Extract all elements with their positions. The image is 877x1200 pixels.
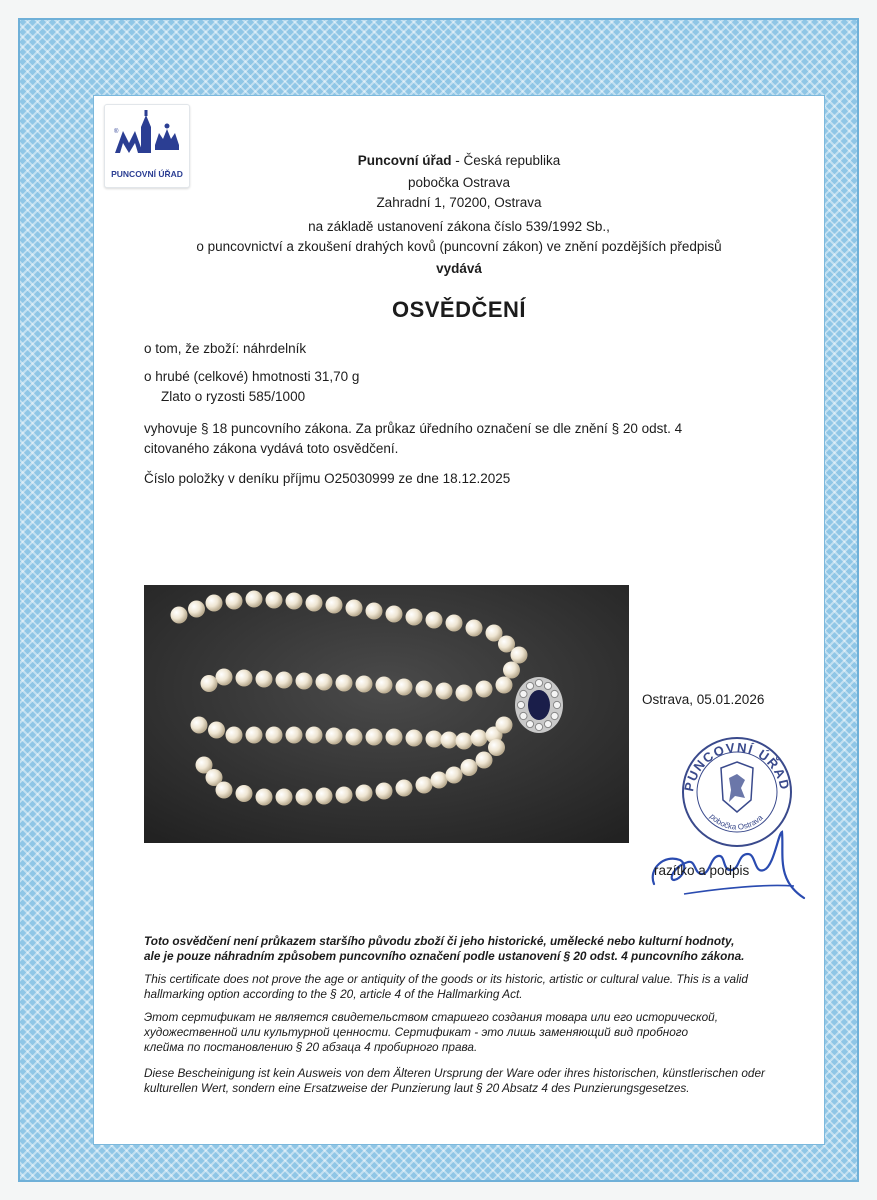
office-country: - Česká republika [451,153,561,168]
stamp-text: PUNCOVNÍ ÚŘAD [681,739,793,793]
disclaimer-en-line-2: hallmarking option according to the § 20, article 4 of the Hallmarking Act. [144,987,523,1001]
pearl [446,767,463,784]
gold-fineness-line: Zlato o ryzosti 585/1000 [161,389,306,404]
pearl [441,732,458,749]
stamp-subtext: pobočka Ostrava [707,811,765,832]
signature-label: razítko a podpis [654,863,750,878]
pearl [511,647,528,664]
pearl [306,727,323,744]
clasp-diamond [544,682,551,689]
disclaimer-ru-line-3: клейма по постановлению § 20 абзаца 4 пробирного права. [144,1040,478,1054]
pearl [206,595,223,612]
pearl [456,733,473,750]
pearl [366,603,383,620]
pearl [406,609,423,626]
pearl [236,670,253,687]
disclaimer-ru-line-1: Этот сертификат не является свидетельством старшего создания товара или его исторической, [144,1010,718,1024]
pearl [216,669,233,686]
office-name: Puncovní úřad [357,153,452,168]
disclaimer-cz-line-2: ale je pouze náhradním způsobem puncovního označení podle ustanovení § 20 odst. 4 puncovního zákona. [144,949,745,963]
clasp-diamond [520,712,527,719]
issues-label: vydává [436,261,482,276]
pearl-necklace-photo [144,585,629,843]
pearl [316,674,333,691]
pearl [396,780,413,797]
compliance-line-1: vyhovuje § 18 puncovního zákona. Za průkaz úředního označení se dle znění § 20 odst. 4 [144,421,683,436]
pearl [191,717,208,734]
pearl [286,727,303,744]
pearl [276,789,293,806]
pearl [256,789,273,806]
pearl [216,782,233,799]
pearl [386,729,403,746]
pearl [266,727,283,744]
pearl [226,593,243,610]
pearl [471,730,488,747]
branch: pobočka Ostrava [407,175,511,190]
pearl [346,729,363,746]
pearl [396,679,413,696]
certificate-paper [94,96,824,1144]
pearl [456,685,473,702]
pearl [376,677,393,694]
pearl [461,759,478,776]
disclaimer-czech [144,934,794,964]
pearl [436,683,453,700]
logo-label: PUNCOVNÍ ÚŘAD [111,169,183,179]
clasp-diamond [520,690,527,697]
pearl [406,730,423,747]
place-date: Ostrava, 05.01.2026 [642,692,765,707]
pearl [356,785,373,802]
pearl [386,606,403,623]
pearl [326,597,343,614]
pearl [246,727,263,744]
pearl [201,675,218,692]
pearl [488,739,505,756]
clasp-diamond [544,720,551,727]
svg-text:®: ® [114,129,119,135]
decorative-guilloche-border [18,18,859,1182]
disclaimer-de-line-1: Diese Bescheinigung ist kein Ausweis von dem Älteren Ursprung der Ware oder ihres historischen, künstlerischen oder [144,1066,765,1080]
pearl [496,677,513,694]
pearl [188,601,205,618]
pearl [366,729,383,746]
pearl [236,785,253,802]
pearl [496,717,513,734]
pearl [446,615,463,632]
pearl [426,612,443,629]
signature-icon [644,811,824,904]
legal-line-1: na základě ustanovení zákona číslo 539/1992 Sb., [308,219,610,234]
address: Zahradní 1, 70200, Ostrava [376,195,542,210]
clasp-diamond [553,701,560,708]
pearl [356,676,373,693]
clasp-diamond [526,682,533,689]
pearl [208,722,225,739]
pearl [256,671,273,688]
pearl [171,607,188,624]
pearl [296,789,313,806]
pearl [376,783,393,800]
disclaimer-russian [144,1010,794,1055]
legal-line-2: o puncovnictví a zkoušení drahých kovů (puncovní zákon) ve znění pozdějších předpisů [196,239,722,254]
pearl [306,595,323,612]
clasp-diamond [535,723,542,730]
certificate-title: OSVĚDČENÍ [391,297,527,322]
pearl [246,591,263,608]
clasp-diamond [535,679,542,686]
office-line [94,152,824,170]
pearl [326,728,343,745]
pearl [416,777,433,794]
pearl [346,600,363,617]
clasp-diamond [551,690,558,697]
pearl [336,675,353,692]
disclaimer-cz-line-1: Toto osvědčení není průkazem staršího původu zboží či jeho historické, umělecké nebo kulturní hodnoty, [144,934,735,948]
disclaimer-english [144,972,794,1002]
pearl [431,772,448,789]
pearl [476,752,493,769]
weight-line: o hrubé (celkové) hmotnosti 31,70 g [144,369,360,384]
pearl [286,593,303,610]
clasp-diamond [551,712,558,719]
pearl [276,672,293,689]
pearl [226,727,243,744]
journal-line: Číslo položky v deníku příjmu O25030999 ze dne 18.12.2025 [144,471,511,486]
clasp-diamond [526,720,533,727]
pearl [503,662,520,679]
pearl [416,681,433,698]
clasp-diamond [517,701,524,708]
pearl [466,620,483,637]
disclaimer-en-line-1: This certificate does not prove the age or antiquity of the goods or its historic, artistic or cultural value. This is a valid [144,972,748,986]
pearl [426,731,443,748]
pearl [336,787,353,804]
compliance-line-2: citovaného zákona vydává toto osvědčení. [144,441,399,456]
disclaimer-ru-line-2: художественной или культурной ценности. Сертификат - это лишь заменяющий вид пробного [144,1025,689,1039]
goods-line: o tom, že zboží: náhrdelník [144,341,307,356]
pearl [316,788,333,805]
pearl [476,681,493,698]
disclaimer-german [144,1066,794,1096]
disclaimer-de-line-2: kulturellen Wert, sondern eine Ersatzweise der Punzierung laut § 20 Absatz 4 des Punzierungsgesetzes. [144,1081,690,1095]
pearl [296,673,313,690]
pearl [266,592,283,609]
